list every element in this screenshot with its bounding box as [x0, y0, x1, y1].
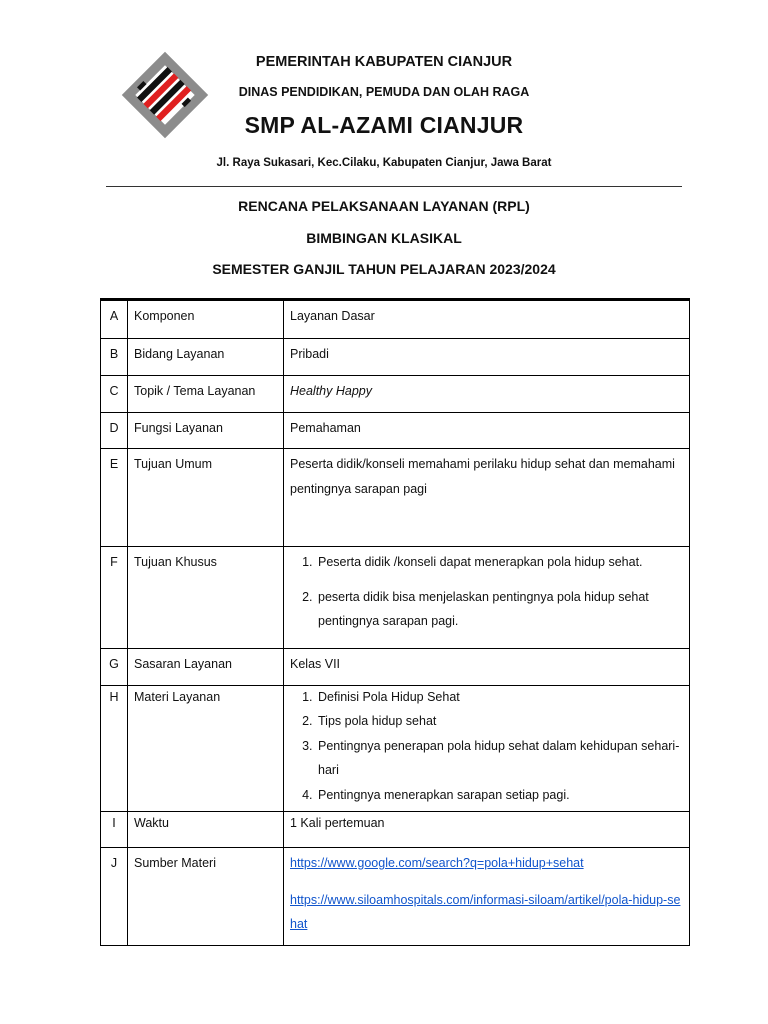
list-item: 2. peserta didik bisa menjelaskan pentingnya pola hidup sehat pentingnya sarapan pagi.: [316, 585, 683, 634]
table-row: [101, 300, 690, 339]
row-value: Healthy Happy: [284, 376, 690, 413]
table-row: [101, 449, 690, 547]
table-row: [101, 685, 690, 812]
school-name: SMP AL-AZAMI CIANJUR: [244, 112, 524, 138]
row-letter: D: [101, 413, 128, 449]
government-name: PEMERINTAH KABUPATEN CIANJUR: [255, 54, 513, 70]
source-link-siloam[interactable]: https://www.siloamhospitals.com/informasi-siloam/artikel/pola-hidup-sehat: [290, 892, 681, 931]
row-value: Kelas VII: [284, 648, 690, 685]
row-letter: I: [101, 812, 128, 848]
table-row: [101, 648, 690, 685]
document-semester: SEMESTER GANJIL TAHUN PELAJARAN 2023/2024: [212, 261, 556, 277]
row-value: [284, 685, 690, 812]
list-item: 2. Tips pola hidup sehat: [316, 709, 683, 734]
list-item: 4. Pentingnya menerapkan sarapan setiap pagi.: [316, 783, 683, 808]
row-value: Pemahaman: [284, 413, 690, 449]
row-letter: C: [101, 376, 128, 413]
row-label: Tujuan Umum: [128, 449, 284, 547]
header-divider: [106, 186, 682, 187]
table-row: [101, 339, 690, 376]
table-row: [101, 376, 690, 413]
row-letter: A: [101, 300, 128, 339]
row-letter: E: [101, 449, 128, 547]
row-label: Sasaran Layanan: [128, 648, 284, 685]
rpl-table: [100, 298, 690, 946]
row-value: 1 Kali pertemuan: [284, 812, 690, 848]
row-value: [284, 547, 690, 649]
list-item: 3. Pentingnya penerapan pola hidup sehat dalam kehidupan sehari-hari: [316, 734, 683, 783]
row-label: Topik / Tema Layanan: [128, 376, 284, 413]
row-letter: F: [101, 547, 128, 649]
row-label: Komponen: [128, 300, 284, 339]
table-row: [101, 812, 690, 848]
row-letter: J: [101, 848, 128, 946]
table-row: [101, 413, 690, 449]
row-letter: B: [101, 339, 128, 376]
document-title: RENCANA PELAKSANAAN LAYANAN (RPL): [238, 198, 530, 214]
department-name: DINAS PENDIDIKAN, PEMUDA DAN OLAH RAGA: [238, 85, 530, 99]
table-row: [101, 547, 690, 649]
row-label: Sumber Materi: [128, 848, 284, 946]
document-subtitle: BIMBINGAN KLASIKAL: [306, 230, 462, 246]
row-label: Bidang Layanan: [128, 339, 284, 376]
school-address: Jl. Raya Sukasari, Kec.Cilaku, Kabupaten Cianjur, Jawa Barat: [216, 157, 552, 169]
table-row: [101, 848, 690, 946]
row-value: Pribadi: [284, 339, 690, 376]
material-list: [290, 685, 683, 808]
row-value: Peserta didik/konseli memahami perilaku hidup sehat dan memahami pentingnya sarapan pagi: [284, 449, 690, 547]
row-letter: H: [101, 685, 128, 812]
row-label: Tujuan Khusus: [128, 547, 284, 649]
row-label: Materi Layanan: [128, 685, 284, 812]
row-letter: G: [101, 648, 128, 685]
row-value: Layanan Dasar: [284, 300, 690, 339]
row-label: Fungsi Layanan: [128, 413, 284, 449]
row-label: Waktu: [128, 812, 284, 848]
row-value: [284, 848, 690, 946]
source-link-google[interactable]: https://www.google.com/search?q=pola+hidup+sehat: [290, 856, 584, 870]
list-item: 1. Definisi Pola Hidup Sehat: [316, 685, 683, 710]
specific-goals-list: [290, 550, 683, 634]
list-item: 1. Peserta didik /konseli dapat menerapkan pola hidup sehat.: [316, 550, 683, 575]
